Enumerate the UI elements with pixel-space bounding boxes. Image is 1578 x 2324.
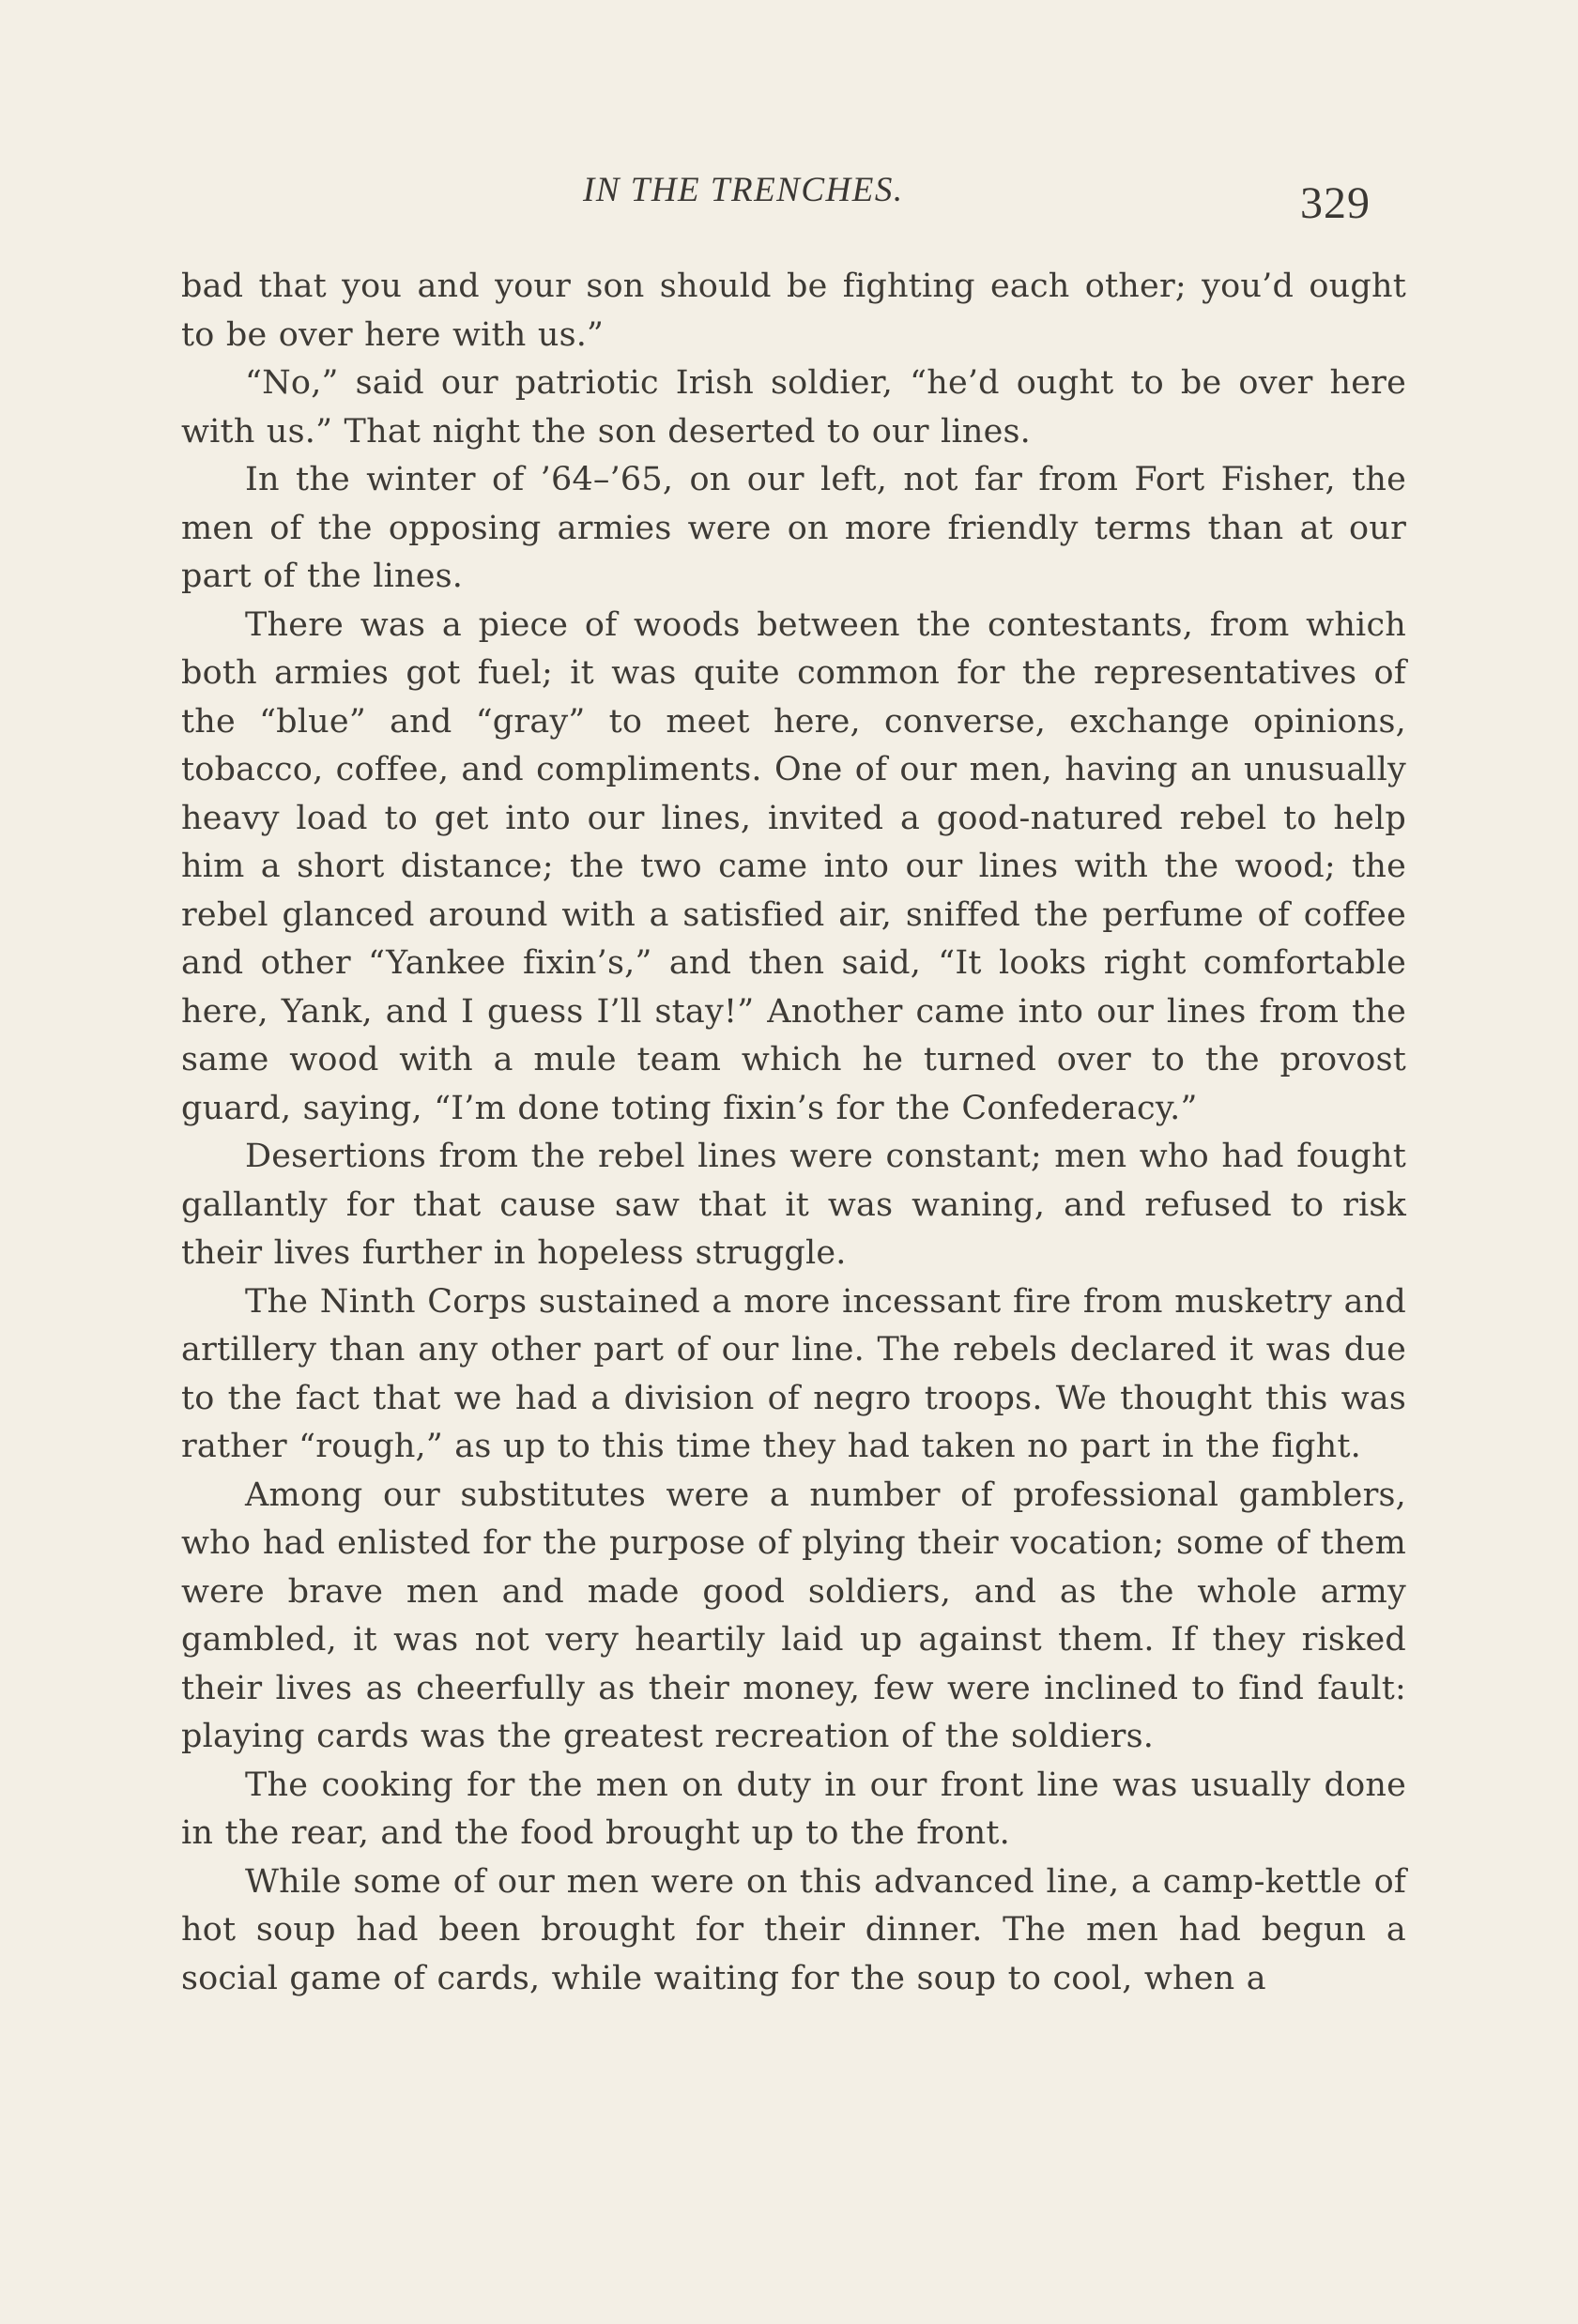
paragraph-continued: bad that you and your son should be fighting each other; you’d ought to be over here with us.” (181, 268, 1406, 354)
page-number: 329 (1300, 178, 1371, 228)
paragraph: There was a piece of woods between the contestants, from which both armies got fuel; it was quite common for the representatives of the “blue” and “gray” to meet here, converse, exchange opinions, tobacco, coffee, and compliments. One of our men, having an unusually heavy load to get into our lines, invited a good-natured rebel to help him a short distance; the two came into our lines with the wood; the rebel glanced around with a satisfied air, sniffed the perfume of coffee and other “Yankee fixin’s,” and then said, “It looks right comfortable here, Yank, and I guess I’ll stay!” Another came into our lines from the same wood with a mule team which he turned over to the provost guard, saying, “I’m done toting fixin’s for the Confederacy.” (181, 605, 1406, 1127)
running-title: IN THE TRENCHES. (583, 171, 904, 209)
paragraph: Among our substitutes were a number of professional gamblers, who had enlisted for the purpose of plying their vocation; some of them were brave men and made good soldiers, and as the whole army gambled, it was not very heartily laid up against them. If they risked their lives as cheerfully as their money, few were inclined to find fault: playing cards was the greatest recreation of the soldiers. (181, 1475, 1406, 1755)
body-text (181, 263, 1406, 2003)
paragraph: “No,” said our patriotic Irish soldier, “he’d ought to be over here with us.” That night the son deserted to our lines. (181, 364, 1406, 451)
paragraph: The cooking for the men on duty in our front line was usually done in the rear, and the food brought up to the front. (181, 1766, 1406, 1852)
paragraph: In the winter of ’64–’65, on our left, not far from Fort Fisher, the men of the opposing armies were on more friendly terms than at our part of the lines. (181, 461, 1406, 595)
paragraph: While some of our men were on this advanced line, a camp-kettle of hot soup had been brought for their dinner. The men had begun a social game of cards, while waiting for the soup to cool, when a (181, 1862, 1406, 1997)
paragraph: Desertions from the rebel lines were constant; men who had fought gallantly for that cause saw that it was waning, and refused to risk their lives further in hopeless struggle. (181, 1138, 1406, 1272)
running-header (0, 167, 1578, 228)
paragraph: The Ninth Corps sustained a more incessant fire from musketry and artillery than any other part of our line. The rebels declared it was due to the fact that we had a division of negro troops. We thought this was rather “rough,” as up to this time they had taken no part in the fight. (181, 1282, 1406, 1465)
